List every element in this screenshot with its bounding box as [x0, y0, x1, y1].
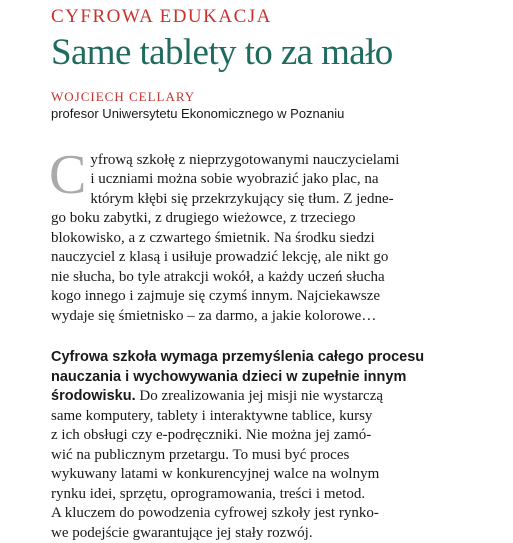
author-affiliation: profesor Uniwersytetu Ekonomicznego w Poznaniu: [51, 105, 345, 121]
paragraph-line: wydaje się śmietnisko – za darmo, a jakie kolorowe…: [51, 307, 377, 324]
lead-line: Cyfrowa szkoła wymaga przemyślenia całego procesu: [51, 349, 425, 366]
article-headline: Same tablety to za mało: [51, 32, 393, 73]
paragraph-line: i uczniami można sobie wyobrazić jako plac, na: [90, 171, 379, 188]
paragraph-line: go boku zabytki, z drugiego wieżowce, z trzeciego: [51, 210, 356, 227]
paragraph-line: którym kłębi się przekrzykujący się tłum. Z jedne-: [90, 190, 394, 207]
author-name: WOJCIECH CELLARY: [51, 88, 196, 104]
paragraph-line: kogo innego i zajmuje się czymś innym. Najciekawsze: [51, 288, 381, 305]
lead-line: nauczania i wychowywania dzieci w zupełnie innym: [51, 368, 407, 385]
paragraph-line: nauczyciel z klasą i usiłuje prowadzić lekcję, ale nikt go: [51, 249, 389, 266]
paragraph-line: z ich obsługi czy e-podręczniki. Nie można jej zamó-: [51, 427, 372, 444]
drop-cap: C: [49, 143, 87, 206]
paragraph-line: yfrową szkołę z nieprzygotowanymi nauczycielami: [90, 151, 400, 168]
lead-line: środowisku.: [51, 388, 136, 405]
paragraph-line: we podejście gwarantujące jej stały rozwój.: [51, 524, 313, 541]
paragraph-1: [49, 143, 457, 327]
paragraph-line: wykuwany latami w konkurencyjnej walce na wolnym: [51, 466, 380, 483]
paragraph-line: rynku idei, sprzętu, oprogramowania, treści i metod.: [51, 485, 366, 502]
paragraph-line-rest: Do zrealizowania jej misji nie wystarczą: [135, 388, 384, 405]
paragraph-line: [51, 387, 457, 407]
paragraph-line: blokowisko, a z czwartego śmietnik. Na środku siedzi: [51, 229, 375, 246]
paragraph-line: wić na publicznym przetargu. To musi być proces: [51, 446, 350, 463]
section-label: CYFROWA EDUKACJA: [51, 6, 272, 27]
paragraph-line: nie słucha, bo tyle atrakcji wokół, a każdy uczeń słucha: [51, 268, 385, 285]
paragraph-line: same komputery, tablety i interaktywne tablice, kursy: [51, 407, 373, 424]
paragraph-line: A kluczem do powodzenia cyfrowej szkoły jest rynko-: [51, 505, 379, 522]
paragraph-2: [51, 348, 457, 543]
